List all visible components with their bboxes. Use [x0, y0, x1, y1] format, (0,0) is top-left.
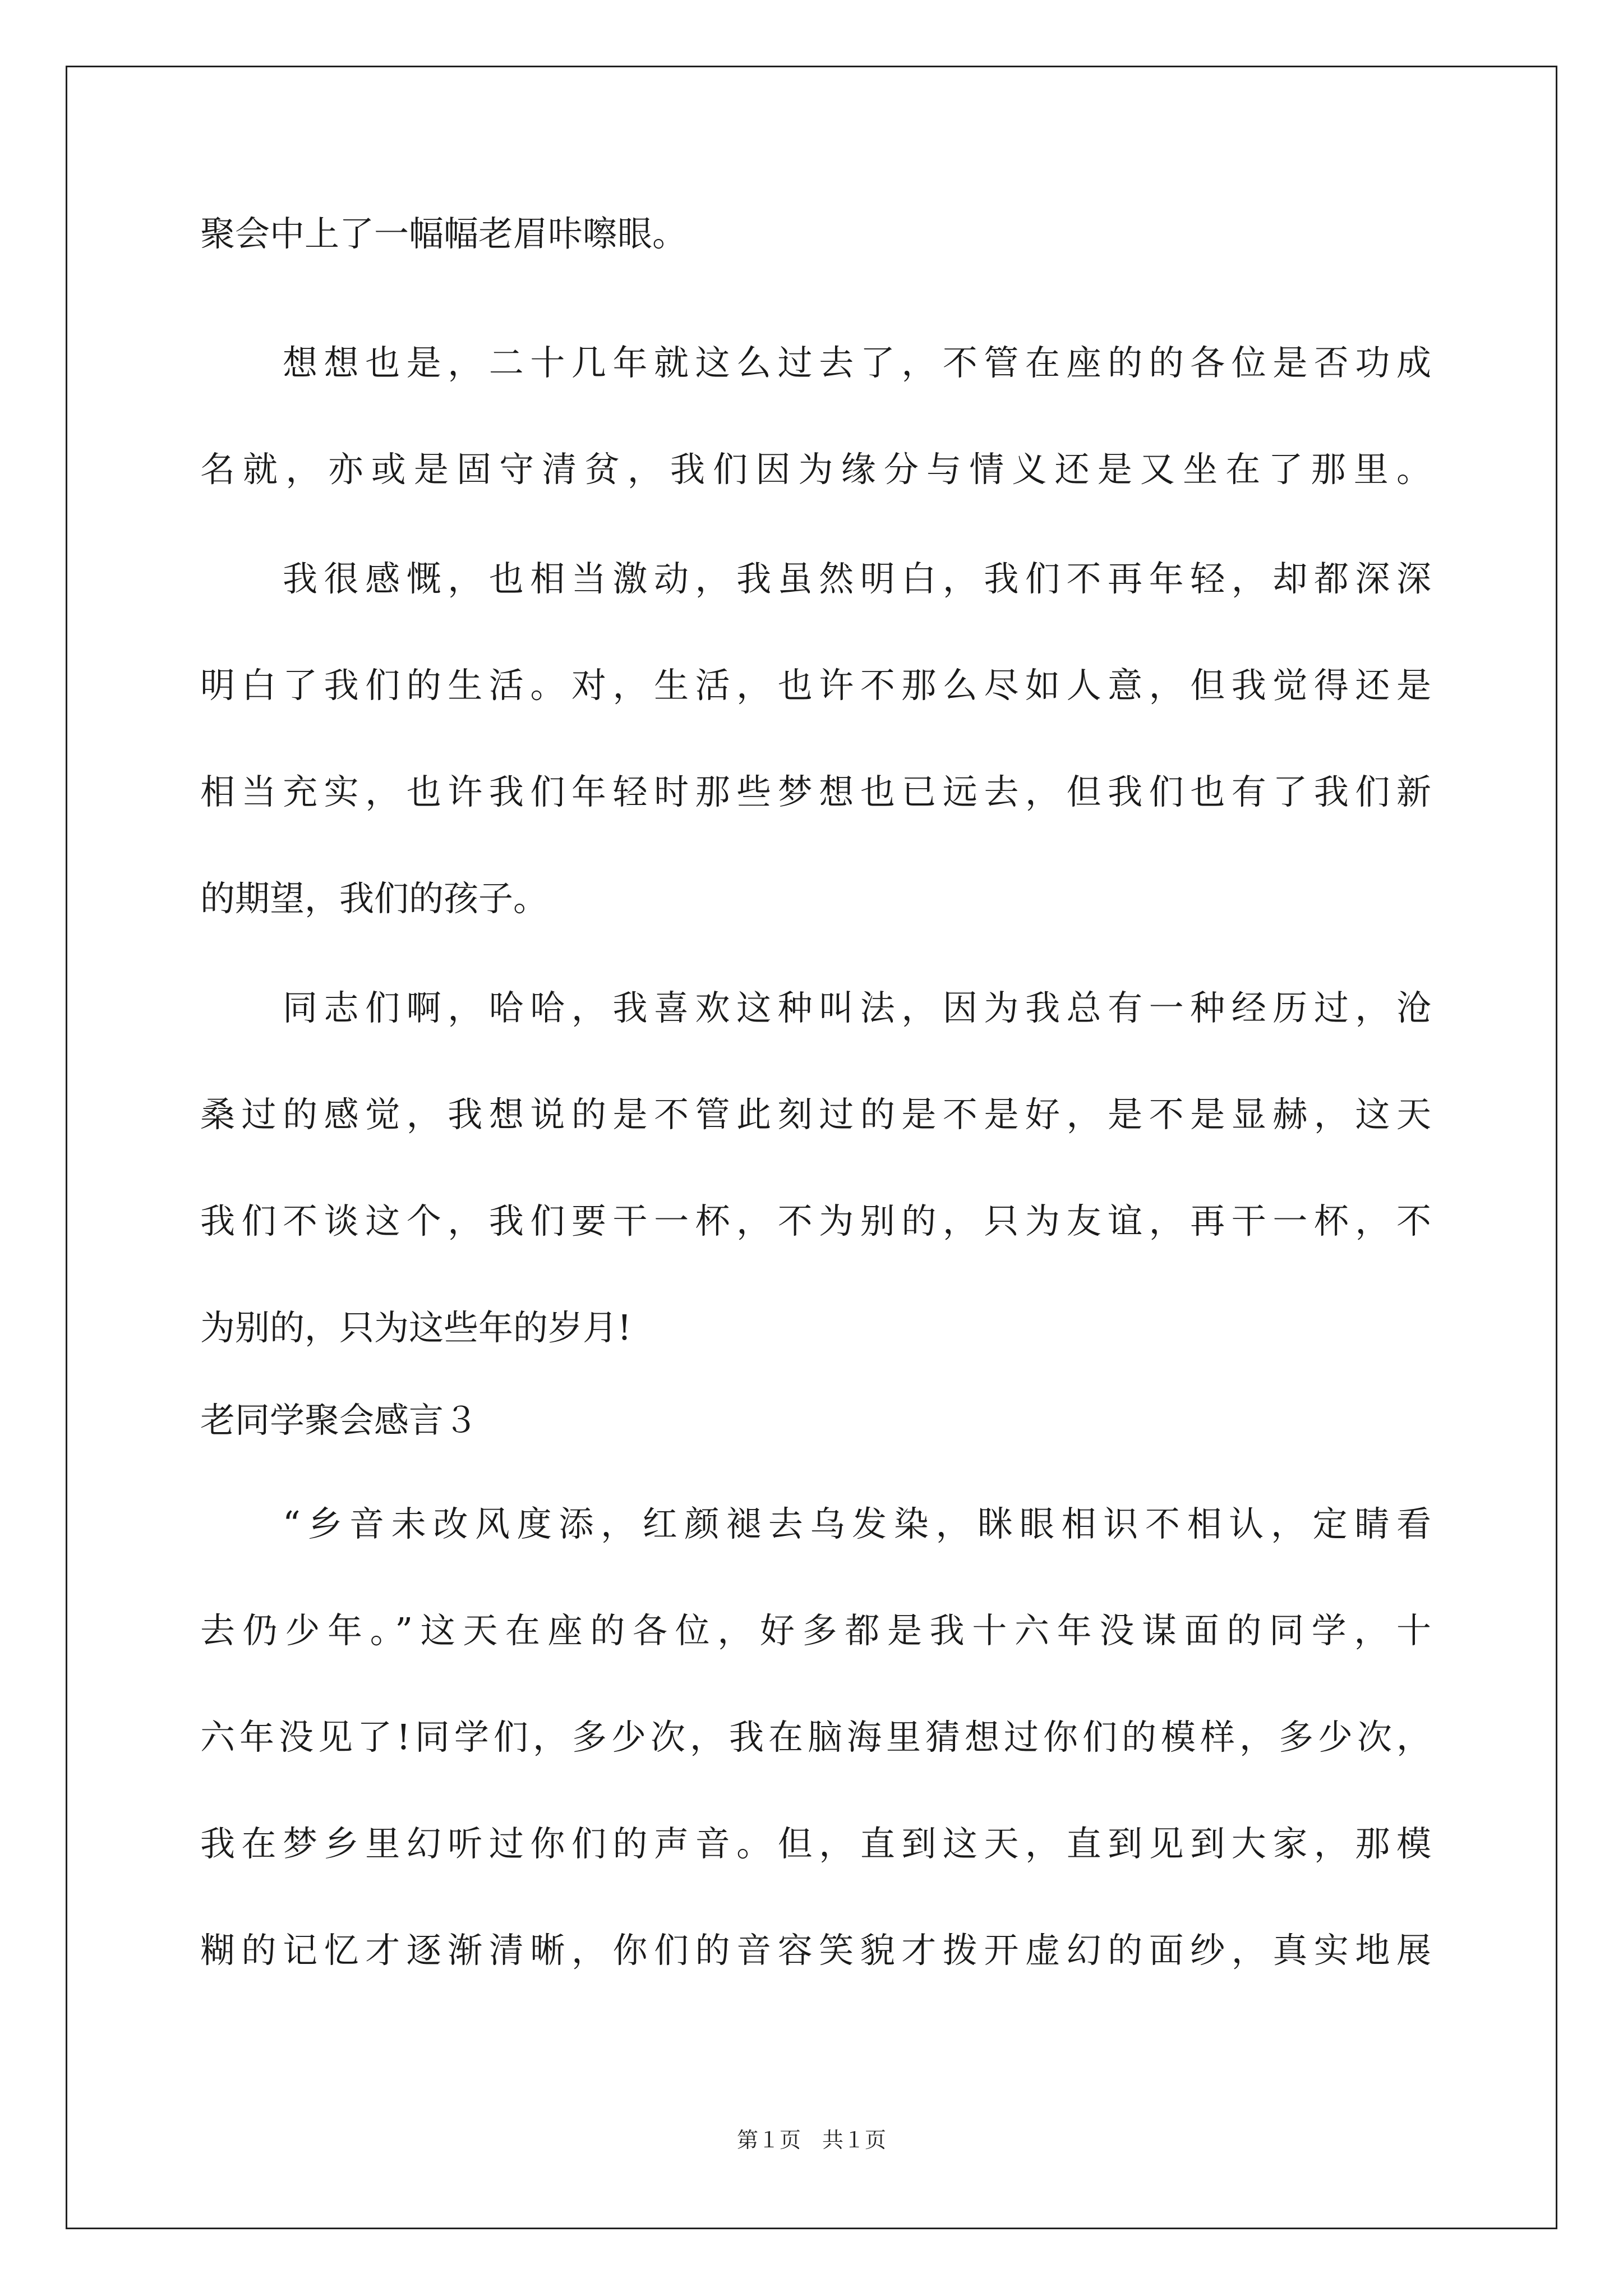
- text-line: 糊的记忆才逐渐清晰，你们的音容笑貌才拨开虚幻的面纱，真实地展: [200, 1930, 1431, 1971]
- text-line: 同志们啊，哈哈，我喜欢这种叫法，因为我总有一种经历过，沧: [283, 987, 1431, 1028]
- text-line: 明白了我们的生活。对，生活，也许不那么尽如人意，但我觉得还是: [200, 665, 1431, 706]
- text-line: 为别的，只为这些年的岁月!: [200, 1307, 631, 1348]
- text-line: “乡音未改风度添，红颜褪去乌发染，眯眼相识不相认，定睛看: [283, 1503, 1431, 1544]
- text-line: 去仍少年。”这天在座的各位，好多都是我十六年没谋面的同学，十: [200, 1610, 1431, 1651]
- section-heading: 老同学聚会感言３: [200, 1400, 479, 1441]
- text-line: 我很感慨，也相当激动，我虽然明白，我们不再年轻，却都深深: [283, 558, 1431, 599]
- text-line: 桑过的感觉，我想说的是不管此刻过的是不是好，是不是显赫，这天: [200, 1094, 1431, 1135]
- text-line: 我们不谈这个，我们要干一杯，不为别的，只为友谊，再干一杯，不: [200, 1200, 1431, 1241]
- page-footer: 第１页 共１页: [736, 2128, 886, 2152]
- text-line: 六年没见了!同学们，多少次，我在脑海里猜想过你们的模样，多少次，: [200, 1717, 1431, 1757]
- text-line: 聚会中上了一幅幅老眉咔嚓眼。: [200, 213, 688, 254]
- text-line: 的期望，我们的孩子。: [200, 878, 548, 919]
- text-line: 相当充实，也许我们年轻时那些梦想也已远去，但我们也有了我们新: [200, 771, 1431, 812]
- text-line: 我在梦乡里幻听过你们的声音。但，直到这天，直到见到大家，那模: [200, 1823, 1431, 1864]
- text-line: 想想也是，二十几年就这么过去了，不管在座的的各位是否功成: [283, 342, 1431, 383]
- text-line: 名就，亦或是固守清贫，我们因为缘分与情义还是又坐在了那里。: [200, 449, 1431, 490]
